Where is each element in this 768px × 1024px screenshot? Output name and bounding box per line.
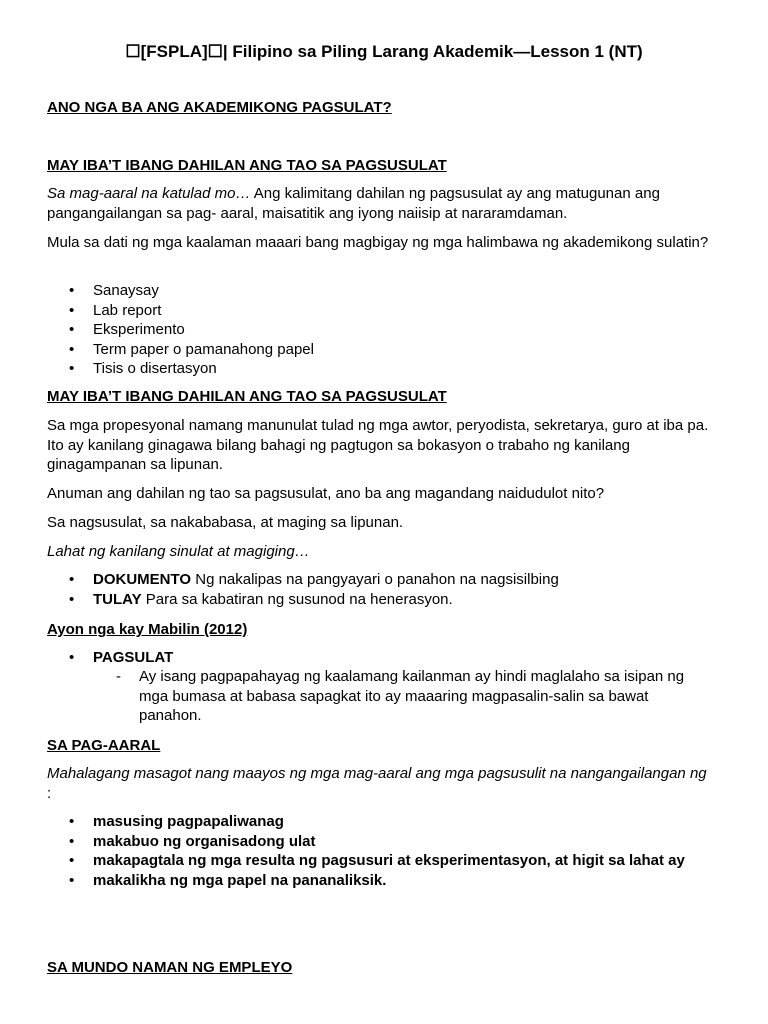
list-item: • PAGSULAT <box>47 648 712 668</box>
list-item: • makapagtala ng mga resulta ng pagsusuri at eksperimentasyon, at higit sa lahat ay <box>47 851 712 871</box>
list-item-term: DOKUMENTO <box>93 571 192 588</box>
list-item: • Sanaysay <box>47 281 712 301</box>
list-item <box>47 570 712 590</box>
paragraph-pagsusulit-text: Mahalagang masagot nang maayos ng mga mag-aaral ang mga pagsusulit na nangangailangan ng <box>47 765 707 782</box>
pagsulat-definition-text: Ay isang pagpapahayag ng kaalamang kailanman ay hindi maglalaho sa isipan ng mga bumasa at babasa sapagkat ito ay maaaring magpasalin-salin sa bawat panahon. <box>139 668 685 724</box>
list-item: • masusing pagpapaliwanag <box>47 812 712 832</box>
paragraph-mag-aaral-body: Ang kalimitang dahilan ng pagsusulat ay ang matugunan ang pangangailangan sa pag- aaral, maisatitik ang iyong naiisip at nararamdaman. <box>47 185 660 222</box>
list-item-text: Ng nakalipas na pangyayari o panahon na nagsisilbing <box>191 571 559 588</box>
paragraph-sinulat: Lahat ng kanilang sinulat at magiging… <box>47 543 310 560</box>
paragraph-lipunan: Sa nagsusulat, sa nakababasa, at maging sa lipunan. <box>47 514 404 531</box>
paragraph-propesyonal: Sa mga propesyonal namang manunulat tulad ng mga awtor, peryodista, sekretarya, guro at iba pa. Ito ay kanilang ginagawa bilang bahagi ng pagtugon sa bokasyon o trabaho ng kanilang ginagampanan sa lipunan. <box>47 417 709 473</box>
list-item-text: Para sa kabatiran ng susunod na henerasyon. <box>141 590 453 608</box>
heading-dahilan-2: MAY IBA’T IBANG DAHILAN ANG TAO SA PAGSUSULAT <box>47 388 447 405</box>
paragraph-pagsusulit-colon: : <box>47 784 52 802</box>
paragraph-mag-aaral <box>47 184 712 223</box>
list-item: • Eksperimento <box>47 320 712 340</box>
list-item: • makabuo ng organisadong ulat <box>47 832 712 852</box>
list-item <box>47 590 712 610</box>
heading-pag-aaral: SA PAG-AARAL <box>47 737 161 754</box>
pagsulat-list <box>47 648 712 668</box>
paragraph-mag-aaral-intro: Sa mag-aaral na katulad mo… <box>47 185 251 202</box>
list-item: • Term paper o pamanahong papel <box>47 340 712 360</box>
heading-akademikong-pagsulat: ANO NGA BA ANG AKADEMIKONG PAGSULAT? <box>47 99 392 116</box>
heading-dahilan-1: MAY IBA’T IBANG DAHILAN ANG TAO SA PAGSUSULAT <box>47 157 447 174</box>
pagsusulit-list <box>47 812 712 890</box>
list-item-term: TULAY <box>93 590 142 608</box>
list-item: • Tisis o disertasyon <box>47 359 712 379</box>
dokumento-tulay-list <box>47 570 712 609</box>
pagsulat-definition <box>47 667 712 726</box>
document-title: ☐[FSPLA]☐| Filipino sa Piling Larang Akademik—Lesson 1 (NT) <box>125 42 643 61</box>
heading-mabilin: Ayon nga kay Mabilin (2012) <box>47 621 248 638</box>
list-item: • Lab report <box>47 301 712 321</box>
paragraph-naidudulot: Anuman ang dahilan ng tao sa pagsusulat, ano ba ang magandang naidudulot nito? <box>47 485 605 502</box>
heading-empleyo: SA MUNDO NAMAN NG EMPLEYO <box>47 959 293 976</box>
dash-marker: - <box>116 668 121 685</box>
list-item: • makalikha ng mga papel na pananaliksik. <box>47 871 712 891</box>
paragraph-pagsusulit <box>47 764 712 803</box>
akademikong-sulatin-list <box>47 281 712 379</box>
paragraph-halimbawa: Mula sa dati ng mga kaalaman maaari bang magbigay ng mga halimbawa ng akademikong sulatin? <box>47 234 709 251</box>
